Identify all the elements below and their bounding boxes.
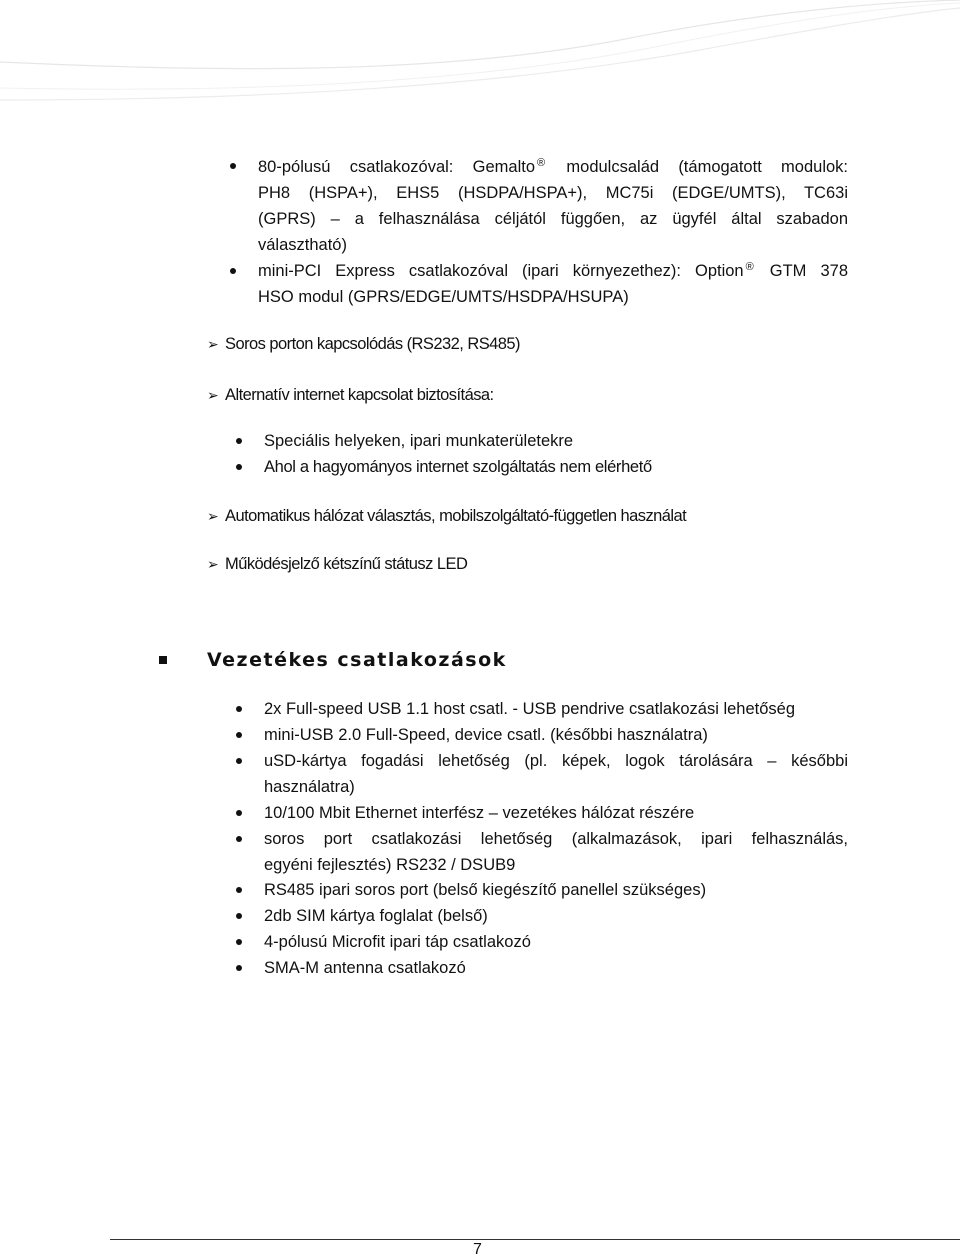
text: (GPRS) – a felhasználása céljától függően, az ügyfél által szabadon bbox=[258, 210, 848, 228]
arrow-bullet-icon: ➢ bbox=[207, 387, 219, 403]
bullet-dot bbox=[236, 810, 242, 816]
square-bullet-icon bbox=[159, 656, 167, 664]
list-item-rs485: RS485 ipari soros port (belső kiegészítő panellel szükséges) bbox=[264, 881, 707, 899]
text: mini-PCI Express csatlakozóval (ipari környezethez): Option bbox=[258, 262, 744, 280]
bullet-dot bbox=[236, 939, 242, 945]
bullet-dot bbox=[236, 965, 242, 971]
list-item-sma: SMA-M antenna csatlakozó bbox=[264, 959, 466, 977]
bullet-dot bbox=[236, 464, 242, 470]
bullet-dot bbox=[230, 268, 236, 274]
list-item-auto-network: Automatikus hálózat választás, mobilszolgáltató-független használat bbox=[225, 507, 687, 525]
page-number: 7 bbox=[473, 1241, 482, 1258]
list-item-serial-port bbox=[264, 826, 848, 878]
text: választható) bbox=[258, 236, 347, 254]
text: uSD-kártya fogadási lehetőség (pl. képek, logok tárolására – későbbi bbox=[264, 752, 848, 770]
list-item-alt-internet: Alternatív internet kapcsolat biztosítása: bbox=[225, 386, 494, 404]
text: használatra) bbox=[264, 778, 355, 796]
arrow-bullet-icon: ➢ bbox=[207, 556, 219, 572]
text: HSO modul (GPRS/EDGE/UMTS/HSDPA/HSUPA) bbox=[258, 288, 629, 306]
list-item-special-locations: Speciális helyeken, ipari munkaterületekre bbox=[264, 432, 574, 450]
text: egyéni fejlesztés) RS232 / DSUB9 bbox=[264, 856, 516, 874]
registered-mark: ® bbox=[745, 260, 754, 273]
arrow-bullet-icon: ➢ bbox=[207, 508, 219, 524]
text: GTM 378 bbox=[769, 262, 848, 280]
list-item-microfit: 4-pólusú Microfit ipari táp csatlakozó bbox=[264, 933, 531, 951]
list-item-status-led: Működésjelző kétszínű státusz LED bbox=[225, 555, 468, 573]
footer-divider bbox=[110, 1239, 960, 1240]
bullet-dot bbox=[236, 706, 242, 712]
text: 80-pólusú csatlakozóval: Gemalto bbox=[258, 158, 536, 176]
text: soros port csatlakozási lehetőség (alkalmazások, ipari felhasználás, bbox=[264, 830, 848, 848]
bullet-dot bbox=[236, 836, 242, 842]
bullet-dot bbox=[236, 887, 242, 893]
list-item-usd-card bbox=[264, 748, 848, 800]
list-item-no-internet bbox=[264, 457, 652, 477]
decorative-corner-swoosh bbox=[0, 0, 960, 130]
registered-mark: ® bbox=[537, 156, 546, 169]
text: modulcsalád (támogatott modulok: bbox=[566, 158, 848, 176]
bullet-dot bbox=[236, 732, 242, 738]
bullet-dot bbox=[230, 163, 236, 169]
arrow-bullet-icon: ➢ bbox=[207, 336, 219, 352]
list-item-usb-host: 2x Full-speed USB 1.1 host csatl. - USB pendrive csatlakozási lehetőség bbox=[264, 700, 796, 718]
list-item-mini-usb: mini-USB 2.0 Full-Speed, device csatl. (későbbi használatra) bbox=[264, 726, 708, 744]
list-item-ethernet: 10/100 Mbit Ethernet interfész – vezetékes hálózat részére bbox=[264, 804, 695, 822]
bullet-dot bbox=[236, 758, 242, 764]
list-item-gemalto bbox=[258, 154, 848, 258]
bullet-dot bbox=[236, 438, 242, 444]
list-item-serial: Soros porton kapcsolódás (RS232, RS485) bbox=[225, 335, 520, 353]
list-item-option bbox=[258, 258, 848, 310]
text: Ahol a hagyományos internet szolgáltatás nem elérhető bbox=[264, 458, 652, 476]
bullet-dot bbox=[236, 913, 242, 919]
text: PH8 (HSPA+), EHS5 (HSDPA/HSPA+), MC75i (EDGE/UMTS), TC63i bbox=[258, 184, 848, 202]
list-item-sim: 2db SIM kártya foglalat (belső) bbox=[264, 907, 488, 925]
section-heading: Vezetékes csatlakozások bbox=[207, 649, 507, 671]
